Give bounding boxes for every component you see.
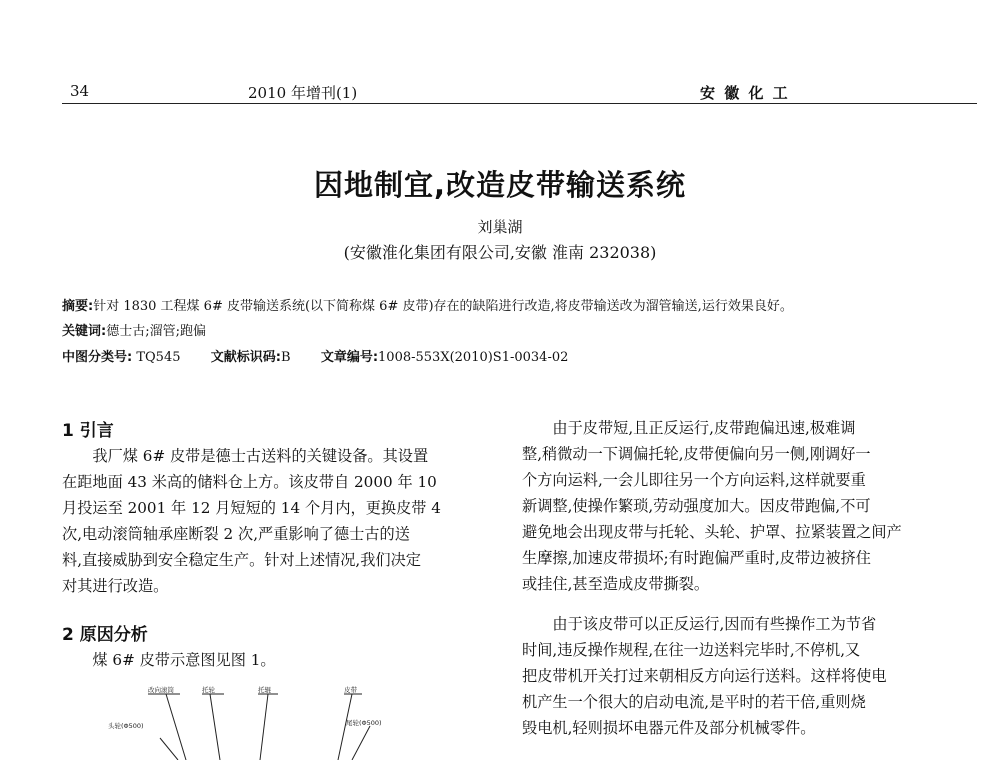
header-rule — [62, 103, 977, 104]
section-2-body — [62, 647, 494, 673]
figure-label: 托轮 — [202, 686, 215, 694]
leader-line — [210, 694, 220, 760]
page-number: 34 — [70, 82, 90, 100]
figure-label: 头轮(Φ500) — [108, 722, 144, 730]
journal-issue: 2010 年增刊(1) — [248, 84, 358, 102]
leader-line — [352, 726, 370, 760]
doccode-label: 文献标识码: — [210, 350, 281, 365]
article-affiliation: (安徽淮化集团有限公司,安徽 淮南 232038) — [343, 243, 657, 262]
classification-line — [62, 346, 568, 365]
journal-name: 安 徽 化 工 — [700, 84, 790, 102]
article-author: 刘巢湖 — [477, 218, 523, 236]
body-line: 由于皮带短,且正反运行,皮带跑偏迅速,极难调 — [552, 419, 856, 437]
body-line: 避免地会出现皮带与托轮、头轮、护罩、拉紧装置之间产 — [522, 523, 902, 541]
body-line: 新调整,使操作繁琐,劳动强度加大。因皮带跑偏,不可 — [522, 497, 871, 515]
figure-label: 尾轮(Φ500) — [346, 719, 382, 727]
keywords — [62, 320, 206, 339]
figure-label: 皮带 — [344, 686, 357, 694]
body-line: 月投运至 2001 年 12 月短短的 14 个月内，更换皮带 4 — [62, 499, 441, 517]
clc-label: 中图分类号: — [62, 350, 133, 365]
doccode-value: B — [280, 350, 291, 365]
body-line: 对其进行改造。 — [62, 577, 169, 595]
keywords-text: 德士古;溜管;跑偏 — [106, 324, 206, 339]
section-1-body — [62, 443, 494, 599]
body-line: 或挂住,甚至造成皮带撕裂。 — [522, 575, 710, 593]
right-paragraph-2 — [522, 611, 944, 741]
body-line: 时间,违反操作规程,在往一边送料完毕时,不停机,又 — [522, 641, 861, 659]
body-line: 由于该皮带可以正反运行,因而有些操作工为节省 — [552, 615, 877, 633]
articleno-label: 文章编号: — [320, 350, 379, 365]
keywords-label: 关键词: — [62, 324, 107, 339]
body-line: 个方向运料,一会儿即往另一个方向运料,这样就要重 — [522, 471, 866, 489]
body-line: 料,直接威胁到安全稳定生产。针对上述情况,我们决定 — [62, 551, 421, 569]
leader-line — [260, 694, 268, 760]
section-2-heading: 2 原因分析 — [62, 625, 148, 645]
abstract — [62, 295, 793, 314]
right-paragraph-1 — [522, 415, 944, 597]
body-line: 整,稍微动一下调偏托轮,皮带便偏向另一侧,刚调好一 — [522, 445, 871, 463]
body-line: 在距地面 43 米高的储料仓上方。该皮带自 2000 年 10 — [62, 473, 437, 491]
figure-label: 托辊 — [258, 686, 271, 694]
clc-value: TQ545 — [136, 350, 181, 365]
body-line: 次,电动滚筒轴承座断裂 2 次,严重影响了德士古的送 — [62, 525, 410, 543]
figure-label: 改向滚筒 — [148, 686, 174, 694]
body-line: 把皮带机开关打过来朝相反方向运行送料。这样将使电 — [522, 667, 887, 685]
body-line: 我厂煤 6# 皮带是德士古送料的关键设备。其设置 — [92, 447, 429, 465]
leader-line — [338, 694, 352, 760]
leader-line — [166, 694, 186, 760]
leader-line — [160, 738, 178, 760]
articleno-value: 1008-553X(2010)S1-0034-02 — [378, 350, 569, 365]
article-title: 因地制宜,改造皮带输送系统 — [313, 168, 687, 202]
section-1-heading: 1 引言 — [62, 421, 114, 441]
body-line: 机产生一个很大的启动电流,是平时的若干倍,重则烧 — [522, 693, 866, 711]
abstract-label: 摘要: — [62, 299, 94, 314]
abstract-text: 针对 1830 工程煤 6# 皮带输送系统(以下简称煤 6# 皮带)存在的缺陷进行改造,将皮带输送改为溜管输送,运行效果良好。 — [93, 299, 793, 314]
body-line: 煤 6# 皮带示意图见图 1。 — [92, 651, 276, 669]
body-line: 生摩擦,加速皮带损坏;有时跑偏严重时,皮带边被挤住 — [522, 549, 871, 567]
belt-diagram-figure — [100, 680, 430, 760]
body-line: 毁电机,轻则损坏电器元件及部分机械零件。 — [522, 719, 816, 737]
